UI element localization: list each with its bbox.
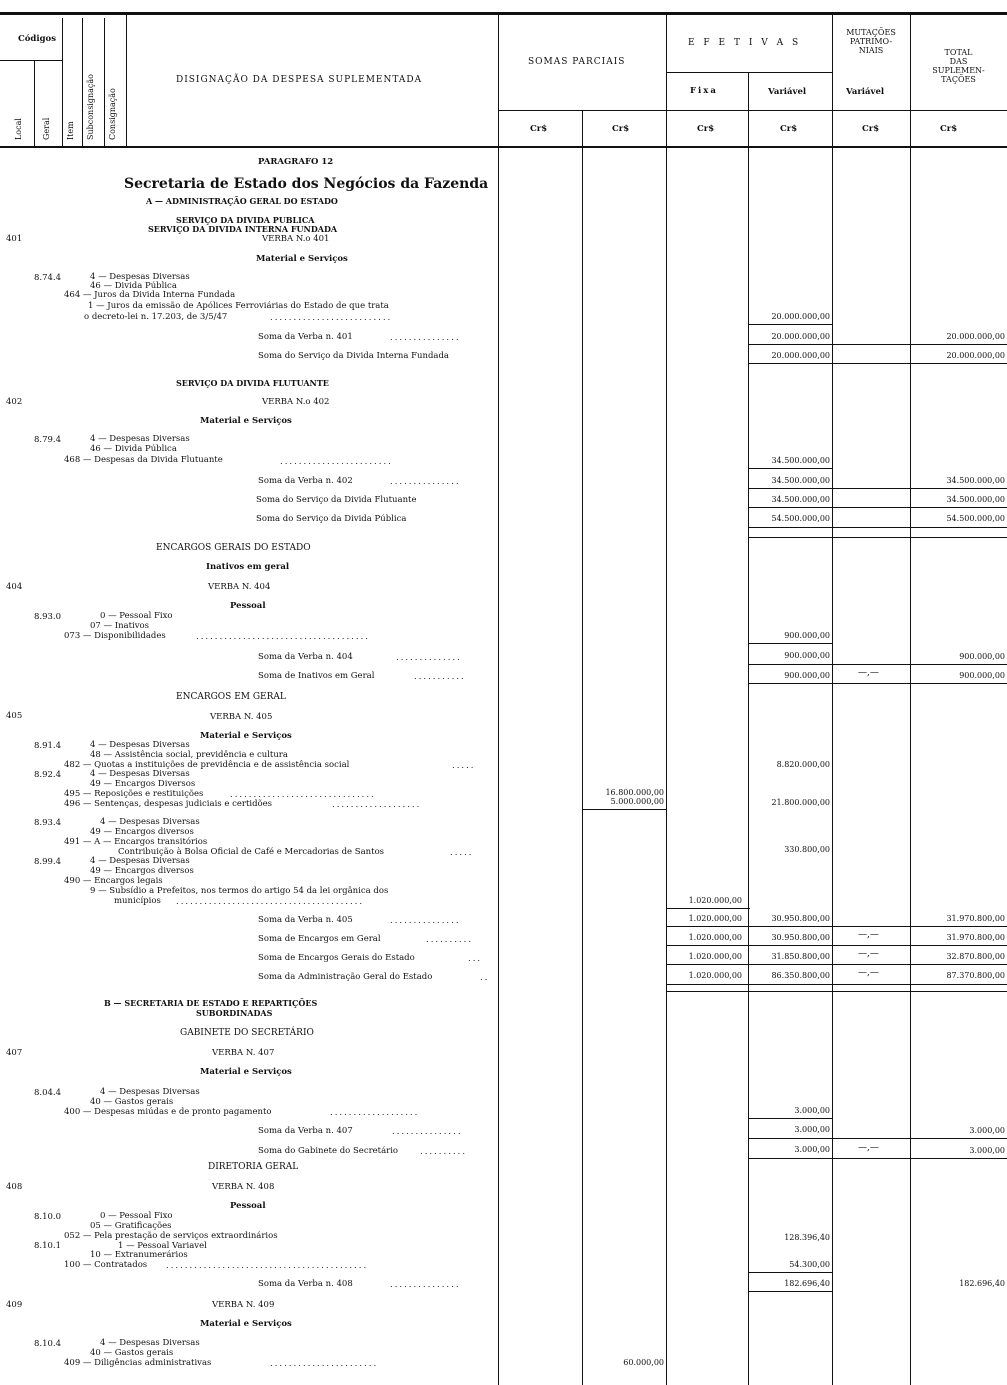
rule-e2 xyxy=(666,945,1007,946)
rule-c1 xyxy=(748,643,832,644)
soma-inat: Soma de Inativos em Geral xyxy=(258,671,375,681)
amt-a2: 20.000.000,00 xyxy=(771,332,830,341)
line-l34: 1 — Pessoal Variavel xyxy=(118,1241,207,1251)
cr-row-rule xyxy=(498,110,1007,111)
code-8101: 8.10.1 xyxy=(34,1241,62,1251)
code-consig: Consignação xyxy=(108,88,117,140)
col-rule-somas xyxy=(582,110,583,1385)
verba-409-title: VERBA N. 409 xyxy=(212,1300,275,1310)
dash-e2: —,— xyxy=(858,930,879,940)
verba-402-title: VERBA N.o 402 xyxy=(262,397,330,407)
diretoria-title: DIRETORIA GERAL xyxy=(208,1162,299,1172)
efetivas-header: E F E T I V A S xyxy=(688,38,802,48)
verba-405-title: VERBA N. 405 xyxy=(210,712,273,722)
line-l2: 46 — Divida Pública xyxy=(90,281,177,291)
line-l9: 0 — Pessoal Fixo xyxy=(100,611,173,621)
amt-h2: 54.300,00 xyxy=(789,1260,830,1269)
secao-b-l2: SUBORDINADAS xyxy=(196,1008,273,1018)
code-subconsig: Subconsignação xyxy=(86,74,95,140)
rule-e4 xyxy=(666,984,1007,985)
rule-c2 xyxy=(748,664,1007,665)
amt-g1: 3.000,00 xyxy=(794,1106,830,1115)
code-rule-3 xyxy=(82,18,83,146)
line-l10: 07 — Inativos xyxy=(90,621,150,631)
servico-divida-title: SERVIÇO DA DIVIDA PUBLICA xyxy=(176,215,315,225)
dots-9: ............................... xyxy=(230,790,376,800)
dash-c: —,— xyxy=(858,668,879,678)
code-899: 8.99.4 xyxy=(34,857,62,867)
pessoal-1: Pessoal xyxy=(230,601,266,611)
inativos-title: Inativos em geral xyxy=(206,562,290,572)
rule-d1 xyxy=(582,809,666,810)
verba-408-title: VERBA N. 408 xyxy=(212,1182,275,1192)
amt-d5: 330.800,00 xyxy=(784,845,830,854)
rule-a3 xyxy=(748,363,1007,364)
amt-b3: 34.500.000,00 xyxy=(946,476,1005,485)
variavel-header: Variável xyxy=(768,87,807,97)
amt-g3: 3.000,00 xyxy=(969,1126,1005,1135)
mat-serv-5: Material e Serviços xyxy=(200,1319,292,1329)
line-l28: 4 — Despesas Diversas xyxy=(100,1087,200,1097)
soma-gab: Soma do Gabinete do Secretário xyxy=(258,1146,399,1156)
line-l7: 46 — Divida Pública xyxy=(90,444,177,454)
code-rule-h xyxy=(0,60,62,61)
rule-h1 xyxy=(748,1272,832,1273)
cr-col6: Cr$ xyxy=(940,124,958,134)
rule-b5 xyxy=(748,537,1007,538)
paragrafo-title: PARAGRAFO 12 xyxy=(258,157,334,167)
mut-l1: MUTAÇÕES xyxy=(846,28,896,37)
secretaria-title: Secretaria de Estado dos Negócios da Fazenda xyxy=(124,176,489,192)
encargos-gerais-title: ENCARGOS GERAIS DO ESTADO xyxy=(156,543,311,553)
amt-g5: 3.000,00 xyxy=(969,1146,1005,1155)
col-rule-efet xyxy=(666,14,667,1385)
tot-l3: SUPLEMEN- xyxy=(932,66,985,75)
dots-6: .............. xyxy=(396,653,462,663)
line-l12: 4 — Despesas Diversas xyxy=(90,740,190,750)
line-l19: 4 — Despesas Diversas xyxy=(100,817,200,827)
soma-interna: Soma do Serviço da Divida Interna Fundada xyxy=(258,351,449,361)
code-8934: 8.93.4 xyxy=(34,818,62,828)
amt-e3f: 1.020.000,00 xyxy=(688,952,742,961)
dots-19: .......... xyxy=(420,1147,468,1157)
amt-a3: 20.000.000,00 xyxy=(946,332,1005,341)
amt-e3t: 32.870.800,00 xyxy=(946,952,1005,961)
code-407: 407 xyxy=(6,1048,23,1058)
amt-d4: 21.800.000,00 xyxy=(771,798,830,807)
amt-e2v: 30.950.800,00 xyxy=(771,933,830,942)
dots-8: ..... xyxy=(452,761,476,771)
line-l24: 49 — Encargos diversos xyxy=(90,866,194,876)
dots-20: ........................................... xyxy=(166,1261,369,1271)
dots-14: .......... xyxy=(426,935,474,945)
code-891: 8.91.4 xyxy=(34,741,62,751)
line-l6: 4 — Despesas Diversas xyxy=(90,434,190,444)
servico-interna-title: SERVIÇO DA DIVIDA INTERNA FUNDADA xyxy=(148,224,338,234)
mut-variavel-header: Variável xyxy=(846,87,885,97)
line-l27: municípios xyxy=(114,896,161,906)
col-rule-fixa xyxy=(748,72,749,1385)
amt-h3: 182.696,40 xyxy=(784,1279,830,1288)
codigos-label: Códigos xyxy=(18,34,57,44)
amt-h4: 182.696,40 xyxy=(959,1279,1005,1288)
amt-e3v: 31.850.800,00 xyxy=(771,952,830,961)
code-404: 404 xyxy=(6,582,23,592)
code-8104: 8.10.4 xyxy=(34,1339,62,1349)
dash-e3: —,— xyxy=(858,949,879,959)
soma-402: Soma da Verba n. 402 xyxy=(258,476,353,486)
dots-11: ..... xyxy=(450,848,474,858)
line-l30: 400 — Despesas miúdas e de pronto pagamento xyxy=(64,1107,272,1117)
line-l16: 49 — Encargos Diversos xyxy=(90,779,196,789)
soma-enc-geral: Soma de Encargos em Geral xyxy=(258,934,381,944)
amt-b1: 34.500.000,00 xyxy=(771,456,830,465)
dots-1: .......................... xyxy=(270,313,393,323)
verba-407-title: VERBA N. 407 xyxy=(212,1048,275,1058)
dash-g: —,— xyxy=(858,1143,879,1153)
cr-col4: Cr$ xyxy=(780,124,798,134)
amt-c5: 900.000,00 xyxy=(959,671,1005,680)
cr-col5: Cr$ xyxy=(862,124,880,134)
dots-2: ............... xyxy=(390,333,461,343)
code-409: 409 xyxy=(6,1300,23,1310)
mat-serv-2: Material e Serviços xyxy=(200,416,292,426)
dots-22: ....................... xyxy=(270,1359,379,1369)
amt-c1: 900.000,00 xyxy=(784,631,830,640)
line-l22: Contribuição à Bolsa Oficial de Café e Mercadorias de Santos xyxy=(118,847,385,857)
amt-i1: 60.000,00 xyxy=(623,1358,664,1367)
dots-15: ... xyxy=(468,954,483,964)
line-l35: 10 — Extranumerários xyxy=(90,1250,188,1260)
soma-408: Soma da Verba n. 408 xyxy=(258,1279,353,1289)
rule-e5 xyxy=(666,991,1007,992)
dots-3: ........................ xyxy=(280,457,393,467)
amt-b5: 34.500.000,00 xyxy=(946,495,1005,504)
line-l21: 491 — A — Encargos transitórios xyxy=(64,837,208,847)
header-bottom-rule xyxy=(0,146,1007,148)
adm-geral-title: A — ADMINISTRAÇÃO GERAL DO ESTADO xyxy=(146,196,338,206)
amt-e1f: 1.020.000,00 xyxy=(688,914,742,923)
code-geral: Geral xyxy=(42,117,51,140)
designacao-header: DISIGNAÇÃO DA DESPESA SUPLEMENTADA xyxy=(176,75,423,85)
amt-b7: 54.500.000,00 xyxy=(946,514,1005,523)
amt-h1: 128.396,40 xyxy=(784,1233,830,1242)
amt-g2: 3.000,00 xyxy=(794,1125,830,1134)
code-893: 8.93.0 xyxy=(34,612,62,622)
col-rule-desig xyxy=(498,14,499,1385)
soma-401: Soma da Verba n. 401 xyxy=(258,332,353,342)
dash-e4: —,— xyxy=(858,968,879,978)
rule-h2 xyxy=(748,1291,832,1292)
line-l13: 48 — Assistência social, previdência e cultura xyxy=(90,750,288,760)
amt-b6: 54.500.000,00 xyxy=(771,514,830,523)
mut-l2: PATRIMO- xyxy=(849,37,893,46)
rule-g1 xyxy=(748,1118,832,1119)
amt-g4: 3.000,00 xyxy=(794,1145,830,1154)
line-l4: 1 — Juros da emissão de Apólices Ferroviárias do Estado de que trata xyxy=(88,301,389,311)
cr-col3: Cr$ xyxy=(697,124,715,134)
amt-c3: 900.000,00 xyxy=(959,652,1005,661)
tot-l1: TOTAL xyxy=(944,48,973,57)
amt-e1v: 30.950.800,00 xyxy=(771,914,830,923)
amt-a5: 20.000.000,00 xyxy=(946,351,1005,360)
rule-e3 xyxy=(666,964,1007,965)
rule-a2 xyxy=(748,344,1007,345)
line-l26: 9 — Subsídio a Prefeitos, nos termos do artigo 54 da lei orgânica dos xyxy=(90,886,389,896)
soma-pub: Soma do Serviço da Divida Pública xyxy=(256,514,407,524)
line-l36: 100 — Contratados xyxy=(64,1260,148,1270)
line-l39: 409 — Diligências administrativas xyxy=(64,1358,212,1368)
line-l1: 4 — Despesas Diversas xyxy=(90,272,190,282)
line-l38: 40 — Gastos gerais xyxy=(90,1348,174,1358)
rule-b4 xyxy=(748,527,1007,528)
rule-b3 xyxy=(748,507,1007,508)
rule-d2 xyxy=(666,908,750,909)
soma-407: Soma da Verba n. 407 xyxy=(258,1126,353,1136)
mat-serv-1: Material e Serviços xyxy=(256,254,348,264)
code-804: 8.04.4 xyxy=(34,1088,62,1098)
verba-401-title: VERBA N.o 401 xyxy=(262,234,330,244)
amt-b2: 34.500.000,00 xyxy=(771,476,830,485)
col-rule-mut xyxy=(910,14,911,1385)
mat-serv-3: Material e Serviços xyxy=(200,731,292,741)
code-local: Local xyxy=(14,118,23,140)
code-408: 408 xyxy=(6,1182,23,1192)
line-l31: 0 — Pessoal Fixo xyxy=(100,1211,173,1221)
rule-g3 xyxy=(748,1158,1007,1159)
amt-e4t: 87.370.800,00 xyxy=(946,971,1005,980)
col-rule-codes xyxy=(126,14,127,146)
code-892: 8.92.4 xyxy=(34,770,62,780)
soma-adm: Soma da Administração Geral do Estado xyxy=(258,972,433,982)
dots-21: ............... xyxy=(390,1280,461,1290)
mat-serv-4: Material e Serviços xyxy=(200,1067,292,1077)
secao-b-l1: B — SECRETARIA DE ESTADO E REPARTIÇÕES xyxy=(104,998,318,1008)
efetivas-under xyxy=(666,72,832,73)
amt-c2: 900.000,00 xyxy=(784,651,830,660)
line-l20: 49 — Encargos diversos xyxy=(90,827,194,837)
code-402: 402 xyxy=(6,397,23,407)
rule-c3 xyxy=(748,683,1007,684)
line-l11: 073 — Disponibilidades xyxy=(64,631,166,641)
code-405: 405 xyxy=(6,711,23,721)
soma-flut: Soma do Serviço da Divida Flutuante xyxy=(256,495,417,505)
line-l37: 4 — Despesas Diversas xyxy=(100,1338,200,1348)
amt-d1: 8.820.000,00 xyxy=(776,760,830,769)
code-401: 401 xyxy=(6,234,23,244)
amt-a1: 20.000.000,00 xyxy=(771,312,830,321)
verba-404-title: VERBA N. 404 xyxy=(208,582,271,592)
rule-b2 xyxy=(748,488,1007,489)
dots-5: ..................................... xyxy=(196,632,370,642)
top-rule xyxy=(0,12,1007,15)
line-l18: 496 — Sentenças, despesas judiciais e certidões xyxy=(64,799,273,809)
line-l25: 490 — Encargos legais xyxy=(64,876,163,886)
amt-c4: 900.000,00 xyxy=(784,671,830,680)
amt-d2: 16.800.000,00 xyxy=(605,788,664,797)
dots-12: ........................................ xyxy=(176,897,365,907)
code-item: Item xyxy=(66,121,75,140)
encargos-em-geral-title: ENCARGOS EM GERAL xyxy=(176,692,286,702)
line-l14: 482 — Quotas a instituições de previdência e de assistência social xyxy=(64,760,350,770)
dots-4: ............... xyxy=(390,477,461,487)
line-l29: 40 — Gastos gerais xyxy=(90,1097,174,1107)
mutacoes-header xyxy=(832,28,910,55)
amt-d6: 1.020.000,00 xyxy=(688,896,742,905)
amt-e4v: 86.350.800,00 xyxy=(771,971,830,980)
line-l5: o decreto-lei n. 17.203, de 3/5/47 xyxy=(84,312,228,322)
amt-d3: 5.000.000,00 xyxy=(610,797,664,806)
amt-e4f: 1.020.000,00 xyxy=(688,971,742,980)
line-l8: 468 — Despesas da Divida Flutuante xyxy=(64,455,223,465)
amt-b4: 34.500.000,00 xyxy=(771,495,830,504)
code-rule-2 xyxy=(62,18,63,146)
rule-g2 xyxy=(748,1138,1007,1139)
code-874: 8.74.4 xyxy=(34,273,62,283)
gabinete-title: GABINETE DO SECRETÁRIO xyxy=(180,1028,314,1038)
line-l17: 495 — Reposições e restituições xyxy=(64,789,204,799)
fixa-header: Fixa xyxy=(690,86,718,96)
rule-b1 xyxy=(748,468,832,469)
line-l23: 4 — Despesas Diversas xyxy=(90,856,190,866)
amt-e1t: 31.970.800,00 xyxy=(946,914,1005,923)
col-rule-var xyxy=(832,14,833,1385)
cr-col2: Cr$ xyxy=(612,124,630,134)
cr-col1: Cr$ xyxy=(530,124,548,134)
code-rule-1 xyxy=(34,60,35,146)
dots-10: ................... xyxy=(332,800,422,810)
rule-a1 xyxy=(748,324,832,325)
tot-l2: DAS xyxy=(949,57,968,66)
dots-13: ............... xyxy=(390,916,461,926)
dots-17: ................... xyxy=(330,1108,420,1118)
servico-flutuante-title: SERVIÇO DA DIVIDA FLUTUANTE xyxy=(176,378,329,388)
code-879: 8.79.4 xyxy=(34,435,62,445)
somas-parciais-header: SOMAS PARCIAIS xyxy=(528,57,626,67)
soma-enc-gerais: Soma de Encargos Gerais do Estado xyxy=(258,953,415,963)
line-l15: 4 — Despesas Diversas xyxy=(90,769,190,779)
dots-7: ........... xyxy=(414,672,466,682)
line-l32: 05 — Gratificações xyxy=(90,1221,172,1231)
mut-l3: NIAIS xyxy=(858,46,884,55)
total-header xyxy=(910,48,1007,84)
pessoal-2: Pessoal xyxy=(230,1201,266,1211)
line-l33: 052 — Pela prestação de serviços extraordinários xyxy=(64,1231,278,1241)
amt-e2t: 31.970.800,00 xyxy=(946,933,1005,942)
soma-405: Soma da Verba n. 405 xyxy=(258,915,353,925)
rule-e1 xyxy=(666,926,1007,927)
code-rule-4 xyxy=(104,18,105,146)
amt-a4: 20.000.000,00 xyxy=(771,351,830,360)
amt-e2f: 1.020.000,00 xyxy=(688,933,742,942)
tot-l4: TAÇÕES xyxy=(941,75,976,84)
dots-16: .. xyxy=(480,973,490,983)
code-810: 8.10.0 xyxy=(34,1212,62,1222)
line-l3: 464 — Juros da Divida Interna Fundada xyxy=(64,290,236,300)
dots-18: ............... xyxy=(392,1127,463,1137)
soma-404: Soma da Verba n. 404 xyxy=(258,652,353,662)
